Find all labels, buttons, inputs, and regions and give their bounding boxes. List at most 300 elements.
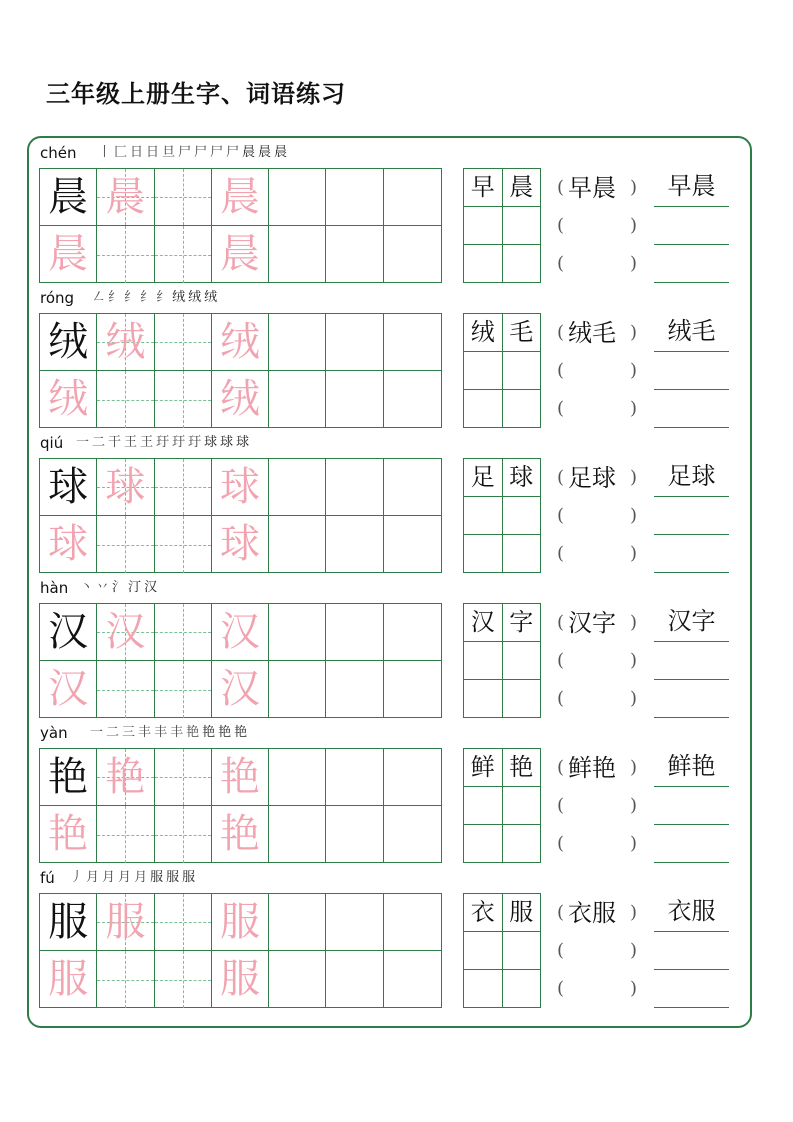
word-cell[interactable] [502,642,541,680]
word-cell: 绒 [464,314,503,352]
guide-line [183,749,184,805]
stroke-step: 干 [108,435,122,450]
practice-cell[interactable] [155,604,212,661]
practice-cell[interactable] [155,314,212,371]
practice-cell[interactable] [97,371,154,428]
practice-cell [212,226,269,283]
right-paren: ) [629,688,637,709]
paren-blank[interactable] [557,497,637,535]
stroke-step: 纟 [140,290,154,305]
stroke-step: 艳 [202,725,216,740]
paren-blank[interactable] [557,680,637,718]
practice-cell [97,894,154,951]
guide-line [125,516,126,573]
stroke-step: 球 [236,435,250,450]
word-cell[interactable] [464,679,503,717]
word-cell: 晨 [502,169,541,207]
right-paren: ) [629,757,637,778]
practice-cell[interactable] [326,604,383,661]
practice-cell[interactable] [384,806,441,863]
trace-character: 服 [105,899,146,945]
paren-word [568,749,616,787]
paren-blank[interactable] [557,245,637,283]
word-char: 球 [592,464,616,492]
stroke-step: 球 [220,435,234,450]
pinyin-label: yàn [40,724,68,742]
practice-cell[interactable] [155,459,212,516]
word-cell[interactable] [502,787,541,825]
word-cell[interactable] [502,352,541,390]
left-paren: ( [557,543,565,564]
word-char: 艳 [691,752,716,780]
practice-cell[interactable] [326,661,383,718]
char-section [0,574,793,719]
stroke-step: 服 [166,870,180,885]
guide-line [97,980,153,981]
model-character: 晨 [48,174,89,220]
word-char: 鲜 [568,754,592,782]
page-title: 三年级上册生字、词语练习 [46,80,346,108]
left-paren: ( [557,978,565,999]
word-cell[interactable] [502,497,541,535]
stroke-order [98,141,290,165]
practice-cell[interactable] [326,749,383,806]
word-char: 汉 [667,607,692,635]
practice-cell[interactable] [326,169,383,226]
word-char: 早 [568,174,592,202]
practice-cell [212,894,269,951]
practice-cell[interactable] [269,169,326,226]
practice-cell[interactable] [384,459,441,516]
practice-cell[interactable] [384,371,441,428]
underline-blank[interactable] [654,245,729,283]
paren-blank[interactable] [557,825,637,863]
practice-cell[interactable] [155,661,212,718]
word-char: 早 [667,172,692,200]
practice-cell[interactable] [326,806,383,863]
practice-cell[interactable] [269,661,326,718]
stroke-step: 纟 [124,290,138,305]
pinyin-label: fú [40,869,55,887]
trace-character: 服 [219,956,260,1002]
practice-cell[interactable] [97,951,154,1008]
practice-cell[interactable] [326,894,383,951]
paren-blank [557,459,637,497]
model-character: 艳 [48,754,89,800]
word-cell[interactable] [464,824,503,862]
guide-line [183,371,184,428]
char-section [0,864,793,1009]
practice-cell [97,459,154,516]
stroke-step: 球 [204,435,218,450]
stroke-step: ㇜ [92,290,106,305]
practice-cell [212,459,269,516]
practice-cell[interactable] [269,459,326,516]
practice-cell[interactable] [326,371,383,428]
right-paren: ) [629,467,637,488]
paren-blank[interactable] [557,535,637,573]
stroke-order [92,286,220,310]
trace-character: 艳 [48,811,89,857]
practice-cell [212,806,269,863]
word-cell[interactable] [464,969,503,1007]
word-cell[interactable] [464,642,503,680]
word-cell: 足 [464,459,503,497]
practice-grid [39,168,442,283]
left-paren: ( [557,467,565,488]
stroke-step: 一 [76,435,90,450]
practice-cell[interactable] [384,749,441,806]
paren-word [568,169,616,207]
practice-cell[interactable] [269,894,326,951]
trace-character: 晨 [48,231,89,277]
underline-blank[interactable] [654,497,729,535]
word-char: 晨 [592,174,616,202]
word-cell[interactable] [502,932,541,970]
word-cell[interactable] [464,244,503,282]
stroke-step: 服 [150,870,164,885]
paren-blank [557,894,637,932]
right-paren: ) [629,360,637,381]
practice-cell [212,661,269,718]
practice-cell[interactable] [155,806,212,863]
practice-cell[interactable] [384,894,441,951]
stroke-order [80,576,160,600]
practice-cell[interactable] [326,951,383,1008]
guide-line [97,545,153,546]
char-section [0,719,793,864]
practice-grid [39,893,442,1008]
word-cell[interactable] [464,497,503,535]
stroke-step: 晨 [258,145,272,160]
practice-cell[interactable] [155,516,212,573]
left-paren: ( [557,940,565,961]
stroke-step: 王 [124,435,138,450]
guide-line [155,690,211,691]
word-char: 毛 [691,317,716,345]
stroke-step: 日 [130,145,144,160]
paren-blank[interactable] [557,352,637,390]
word-cell[interactable] [502,207,541,245]
guide-line [183,459,184,515]
underline-blank [654,169,729,207]
underline-blank[interactable] [654,390,729,428]
trace-character: 艳 [219,811,260,857]
practice-cell[interactable] [97,226,154,283]
practice-cell[interactable] [155,749,212,806]
practice-cell[interactable] [384,604,441,661]
word-char: 鲜 [667,752,692,780]
underline-blank [654,604,729,642]
practice-cell[interactable] [384,314,441,371]
practice-cell[interactable] [155,951,212,1008]
word-cell[interactable] [502,389,541,427]
paren-blank[interactable] [557,207,637,245]
word-cell: 衣 [464,894,503,932]
practice-cell [212,951,269,1008]
guide-line [155,342,211,343]
guide-line [97,255,153,256]
word-char: 毛 [592,319,616,347]
practice-cell [212,314,269,371]
word-cell[interactable] [464,207,503,245]
practice-cell [40,894,97,951]
word-cell[interactable] [502,534,541,572]
practice-cell[interactable] [97,516,154,573]
right-paren: ) [629,902,637,923]
char-section [0,429,793,574]
stroke-step: 二 [106,725,120,740]
guide-line [183,604,184,660]
trace-character: 晨 [105,174,146,220]
guide-line [125,661,126,718]
practice-cell [212,749,269,806]
left-paren: ( [557,795,565,816]
left-paren: ( [557,360,565,381]
guide-line [155,400,211,401]
word-cell: 汉 [464,604,503,642]
practice-cell[interactable] [269,806,326,863]
practice-cell[interactable] [326,459,383,516]
paren-blank[interactable] [557,787,637,825]
underline-blank [654,894,729,932]
word-cell: 球 [502,459,541,497]
stroke-step: 绒 [204,290,218,305]
underline-blank[interactable] [654,825,729,863]
underline-blank[interactable] [654,970,729,1008]
trace-character: 艳 [219,754,260,800]
trace-character: 艳 [105,754,146,800]
practice-cell[interactable] [155,169,212,226]
word-grid [463,313,541,428]
word-cell: 字 [502,604,541,642]
underline-blank[interactable] [654,207,729,245]
left-paren: ( [557,833,565,854]
stroke-step: 服 [182,870,196,885]
word-cell[interactable] [502,824,541,862]
underline-blank[interactable] [654,352,729,390]
pinyin-label: hàn [40,579,69,597]
practice-cell[interactable] [155,226,212,283]
trace-character: 汉 [219,609,260,655]
word-char: 衣 [667,897,692,925]
practice-cell[interactable] [326,314,383,371]
practice-cell[interactable] [384,226,441,283]
trace-character: 服 [219,899,260,945]
practice-cell[interactable] [155,371,212,428]
right-paren: ) [629,253,637,274]
word-cell[interactable] [464,932,503,970]
paren-blank[interactable] [557,932,637,970]
guide-line [183,661,184,718]
stroke-step: 绒 [188,290,202,305]
word-grid [463,458,541,573]
word-cell: 毛 [502,314,541,352]
practice-cell[interactable] [269,516,326,573]
practice-cell[interactable] [269,951,326,1008]
stroke-step: 丶 [80,580,94,595]
guide-line [97,690,153,691]
guide-line [155,545,211,546]
left-paren: ( [557,902,565,923]
guide-line [183,516,184,573]
left-paren: ( [557,650,565,671]
underline-blank[interactable] [654,535,729,573]
guide-line [155,197,211,198]
underline-blank[interactable] [654,787,729,825]
stroke-step: 丰 [138,725,152,740]
practice-cell [40,749,97,806]
underline-blank [654,749,729,787]
word-cell[interactable] [502,969,541,1007]
model-character: 汉 [48,609,89,655]
guide-line [155,632,211,633]
practice-cell[interactable] [269,604,326,661]
practice-cell [212,169,269,226]
left-paren: ( [557,505,565,526]
right-paren: ) [629,398,637,419]
practice-cell [40,806,97,863]
guide-line [97,835,153,836]
guide-line [183,169,184,225]
right-paren: ) [629,940,637,961]
right-paren: ) [629,543,637,564]
right-paren: ) [629,833,637,854]
practice-cell[interactable] [384,661,441,718]
stroke-step: 玗 [156,435,170,450]
stroke-step: 尸 [226,145,240,160]
pinyin-label: qiú [40,434,64,452]
stroke-step: 月 [86,870,100,885]
stroke-step: 丿 [70,870,84,885]
practice-cell[interactable] [326,516,383,573]
stroke-step: 汀 [128,580,142,595]
practice-cell[interactable] [269,371,326,428]
practice-cell[interactable] [97,661,154,718]
paren-blank [557,314,637,352]
paren-word [568,604,616,642]
right-paren: ) [629,215,637,236]
stroke-step: 日 [146,145,160,160]
stroke-step: 丷 [96,580,110,595]
stroke-step: 尸 [194,145,208,160]
stroke-step: 尸 [178,145,192,160]
practice-cell [97,749,154,806]
practice-cell [212,604,269,661]
word-char: 绒 [667,317,692,345]
word-char: 晨 [691,172,716,200]
underline-blank [654,314,729,352]
underline-blank[interactable] [654,642,729,680]
word-cell[interactable] [464,534,503,572]
word-cell: 早 [464,169,503,207]
model-character: 服 [48,899,89,945]
guide-line [183,894,184,950]
word-cell: 艳 [502,749,541,787]
paren-blank [557,749,637,787]
paren-word [568,459,616,497]
practice-cell[interactable] [269,749,326,806]
word-grid [463,168,541,283]
underline-blank [654,459,729,497]
practice-cell [97,604,154,661]
practice-cell[interactable] [269,314,326,371]
practice-cell[interactable] [269,226,326,283]
guide-line [155,255,211,256]
word-grid [463,603,541,718]
guide-line [125,951,126,1008]
practice-grid [39,313,442,428]
right-paren: ) [629,978,637,999]
stroke-order [90,721,250,745]
paren-blank[interactable] [557,642,637,680]
practice-cell [40,516,97,573]
practice-cell[interactable] [155,894,212,951]
practice-cell[interactable] [384,516,441,573]
stroke-step: ⼕ [114,145,128,160]
word-char: 服 [691,897,716,925]
trace-character: 球 [105,464,146,510]
practice-cell[interactable] [384,169,441,226]
paren-blank[interactable] [557,390,637,428]
guide-line [155,835,211,836]
left-paren: ( [557,322,565,343]
guide-line [97,400,153,401]
stroke-step: 玗 [172,435,186,450]
word-cell[interactable] [502,679,541,717]
guide-line [155,922,211,923]
stroke-step: 晨 [242,145,256,160]
trace-character: 汉 [105,609,146,655]
word-cell[interactable] [464,352,503,390]
practice-cell[interactable] [384,951,441,1008]
underline-blank[interactable] [654,680,729,718]
underline-blank[interactable] [654,932,729,970]
practice-cell [40,459,97,516]
word-cell[interactable] [502,244,541,282]
paren-blank [557,604,637,642]
right-paren: ) [629,795,637,816]
guide-line [125,806,126,863]
trace-character: 服 [48,956,89,1002]
right-paren: ) [629,505,637,526]
guide-line [183,226,184,283]
stroke-order [70,866,198,890]
stroke-step: 月 [118,870,132,885]
word-cell[interactable] [464,389,503,427]
left-paren: ( [557,688,565,709]
stroke-step: 二 [92,435,106,450]
paren-blank[interactable] [557,970,637,1008]
trace-character: 绒 [105,319,146,365]
practice-cell[interactable] [97,806,154,863]
practice-cell [40,371,97,428]
trace-character: 晨 [219,231,260,277]
right-paren: ) [629,650,637,671]
left-paren: ( [557,215,565,236]
trace-character: 球 [219,464,260,510]
stroke-step: 月 [134,870,148,885]
practice-grid [39,603,442,718]
guide-line [183,806,184,863]
stroke-step: 一 [90,725,104,740]
word-char: 足 [568,464,592,492]
stroke-step: 月 [102,870,116,885]
right-paren: ) [629,322,637,343]
word-cell[interactable] [464,787,503,825]
guide-line [183,314,184,370]
practice-cell[interactable] [326,226,383,283]
